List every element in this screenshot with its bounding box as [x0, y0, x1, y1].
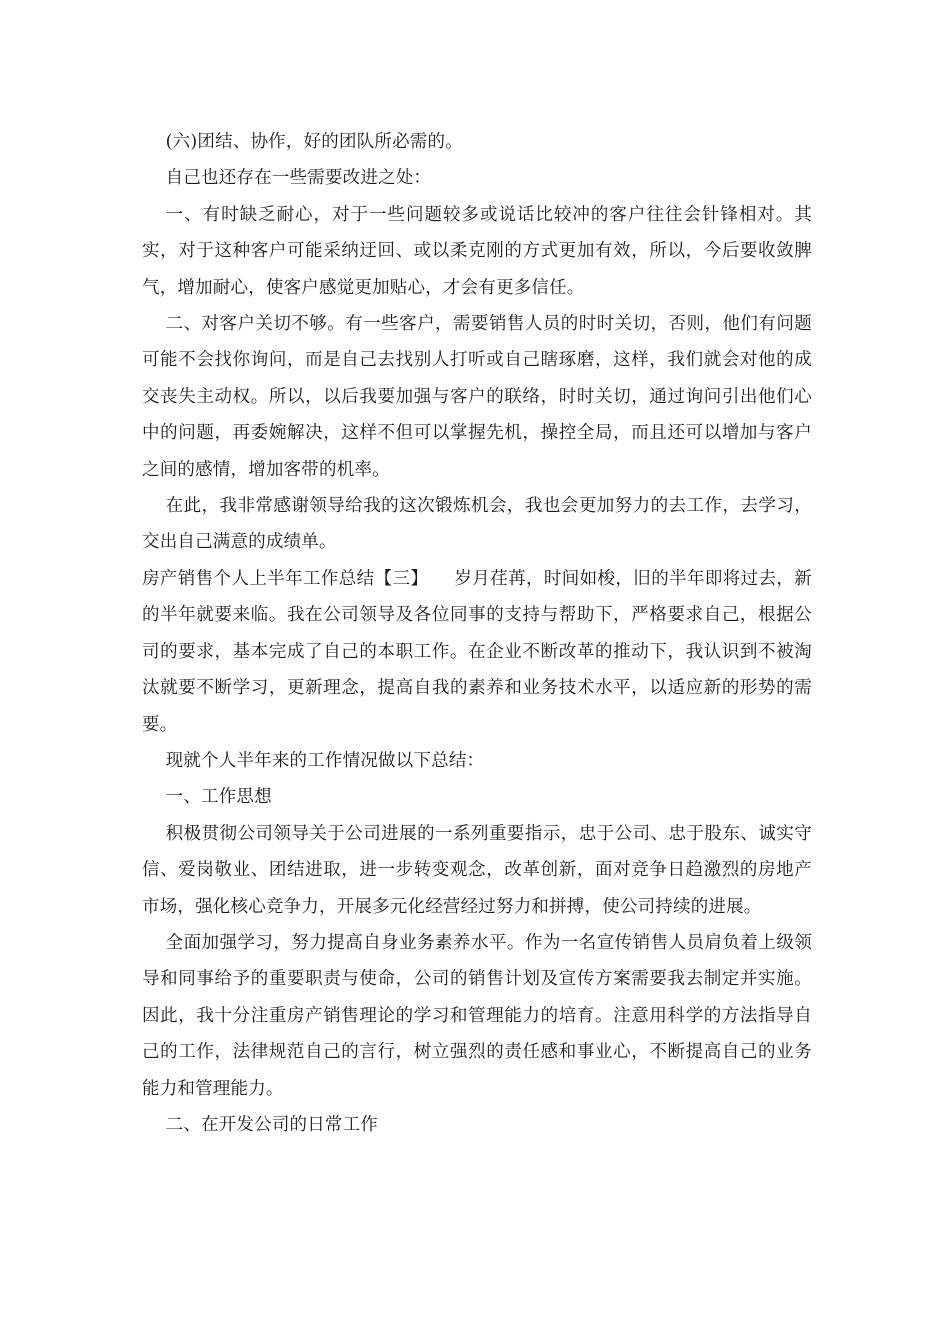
document-body	[142, 124, 812, 1143]
section-heading: 房产销售个人上半年工作总结【三】	[142, 568, 429, 589]
paragraph-team-cooperation: (六)团结、协作，好的团队所必需的。	[165, 132, 463, 152]
paragraph-patience: 一、有时缺乏耐心，对于一些问题较多或说话比较冲的客户往往会针锋相对。其实，对于这种客户可能采纳迂回、或以柔克刚的方式更加有效，所以，今后要收敛脾气，增加耐心，使客户感觉更加贴心，才会有更多信任。	[142, 204, 812, 298]
heading-daily-work: 二、在开发公司的日常工作	[165, 1114, 379, 1135]
paragraph-improvement-intro: 自己也还存在一些需要改进之处：	[165, 168, 432, 189]
heading-work-thought: 一、工作思想	[165, 787, 272, 808]
paragraph-customer-care: 二、对客户关切不够。有一些客户，需要销售人员的时时关切，否则，他们有问题可能不会找你询问，而是自己去找别人打听或自己瞎琢磨，这样，我们就会对他的成交丧失主动权。所以，以后我要加强与客户的联络，时时关切，通过询问引出他们心中的问题，再委婉解决，这样不但可以掌握先机，操控全局，而且还可以增加与客户之间的感情，增加客带的机率。	[142, 314, 812, 480]
paragraph-study: 全面加强学习，努力提高自身业务素养水平。作为一名宣传销售人员肩负着上级领导和同事给予的重要职责与使命，公司的销售计划及宣传方案需要我去制定并实施。因此，我十分注重房产销售理论的学习和管理能力的培育。注意用科学的方法指导自己的工作，法律规范自己的言行，树立强烈的责任感和事业心，不断提高自己的业务能力和管理能力。	[142, 932, 812, 1099]
section-three-paragraph	[142, 561, 812, 743]
paragraph-work-thought: 积极贯彻公司领导关于公司进展的一系列重要指示，忠于公司、忠于股东、诚实守信、爱岗敬业、团结进取，进一步转变观念，改革创新，面对竞争日趋激烈的房地产市场，强化核心竞争力，开展多元化经营经过努力和拼搏，使公司持续的进展。	[142, 823, 812, 917]
section-intro: 岁月荏苒，时间如梭，旧的半年即将过去，新的半年就要来临。我在公司领导及各位同事的支持与帮助下，严格要求自己，根据公司的要求，基本完成了自己的本职工作。在企业不断改革的推动下，我认识到不被淘汰就要不断学习，更新理念，提高自我的素养和业务技术水平，以适应新的形势的需要。	[142, 568, 813, 735]
paragraph-summary-intro: 现就个人半年来的工作情况做以下总结：	[165, 750, 485, 771]
paragraph-thanks: 在此，我非常感谢领导给我的这次锻炼机会，我也会更加努力的去工作，去学习，交出自己满意的成绩单。	[142, 496, 812, 553]
